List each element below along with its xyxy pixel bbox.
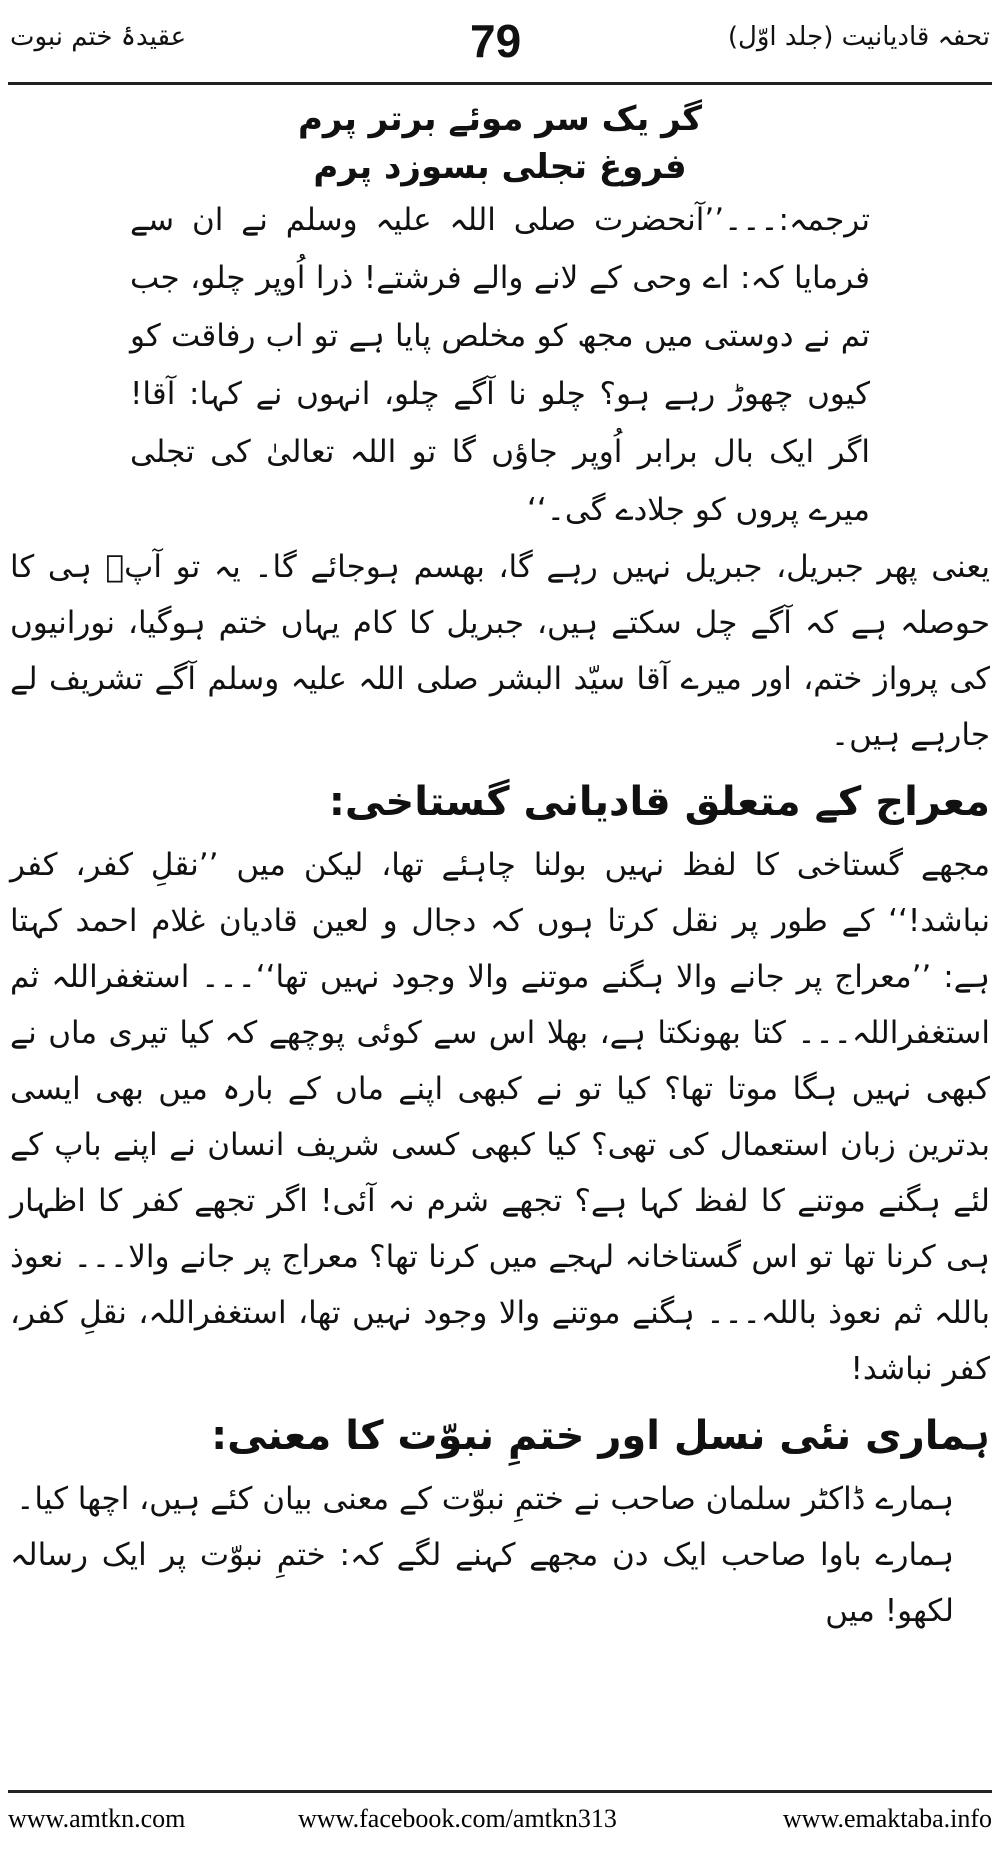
page-number: 79 (470, 15, 522, 67)
page-footer (8, 1800, 992, 1840)
verse-translation: ترجمہ:۔۔۔’’آنحضرت صلی اللہ علیہ وسلم نے ان سے فرمایا کہ: اے وحی کے لانے والے فرشتے! ذرا اُوپر چلو، جب تم نے دوستی میں مجھ کو مخلص پایا ہے تو اب رفاقت کو کیوں چھوڑ رہے ہو؟ چلو نا آگے چلو، انہوں نے کہا: آقا! اگر ایک بال برابر اُوپر جاؤں گا تو اللہ تعالیٰ کی تجلی میرے پروں کو جلادے گی۔‘‘ (130, 202, 870, 528)
paragraph-dr-salman: ہمارے ڈاکٹر سلمان صاحب نے ختمِ نبوّت کے معنی بیان کئے ہیں، اچھا کیا۔ (16, 1481, 954, 1517)
persian-verse-line-2: فروغ تجلی بسوزد پرم (313, 147, 687, 187)
header-chapter-title: عقیدۂ ختم نبوت (10, 22, 187, 52)
page-header (0, 0, 1000, 80)
header-book-title: تحفہ قادیانیت (جلد اوّل) (727, 22, 990, 52)
section-heading-miraj: معراج کے متعلق قادیانی گستاخی: (328, 779, 990, 825)
footer-link-emaktaba[interactable]: www.emaktaba.info (782, 1804, 992, 1833)
paragraph-qadiani-blasphemy: مجھے گستاخی کا لفظ نہیں بولنا چاہئے تھا، لیکن میں ’’نقلِ کفر، کفر نباشد!‘‘ کے طور پر نقل کرتا ہوں کہ دجال و لعین قادیان غلام احمد کہتا ہے: ’’معراج پر جانے والا ہگنے موتنے والا وجود نہیں تھا‘‘۔۔۔ استغفراللہ ثم استغفراللہ۔۔۔ کتا بھونکتا ہے، بھلا اس سے کوئی پوچھے کہ کیا تیری ماں نے کبھی نہیں ہگا موتا تھا؟ کیا تو نے کبھی اپنے ماں کے بارہ میں بھی ایسی بدترین زبان استعمال کی تھی؟ کیا کبھی کسی شریف انسان نے اپنے باپ کے لئے ہگنے موتنے کا لفظ کہا ہے؟ تجھے شرم نہ آئی! اگر تجھے کفر کا اظہار ہی کرنا تھا تو اس گستاخانہ لہجے میں کرنا تھا؟ معراج پر جانے والا۔۔۔ نعوذ باللہ ثم نعوذ باللہ۔۔۔ ہگنے موتنے والا وجود نہیں تھا، استغفراللہ، نقلِ کفر، کفر نباشد! (10, 847, 990, 1387)
section-heading-khatm-e-nabuwwat: ہماری نئی نسل اور ختمِ نبوّت کا معنی: (211, 1413, 990, 1459)
footer-divider (8, 1790, 992, 1793)
footer-link-amtkn[interactable]: www.amtkn.com (8, 1804, 186, 1833)
header-divider (8, 82, 992, 85)
persian-verse-line-1: گر یک سر موئے برتر پرم (298, 99, 702, 139)
paragraph-jibreel: یعنی پھر جبریل، جبریل نہیں رہے گا، بھسم ہوجائے گا۔ یہ تو آپؐ ہی کا حوصلہ ہے کہ آگے چل سکتے ہیں، جبریل کا کام یہاں ختم ہوگیا، نورانیوں کی پرواز ختم، اور میرے آقا سیّد البشر صلی اللہ علیہ وسلم آگے تشریف لے جارہے ہیں۔ (10, 549, 990, 753)
page-body (10, 95, 990, 1639)
footer-link-facebook[interactable]: www.facebook.com/amtkn313 (298, 1804, 617, 1833)
paragraph-bawa-sahib: ہمارے باوا صاحب ایک دن مجھے کہنے لگے کہ: ختمِ نبوّت پر ایک رسالہ لکھو! میں (10, 1537, 954, 1629)
